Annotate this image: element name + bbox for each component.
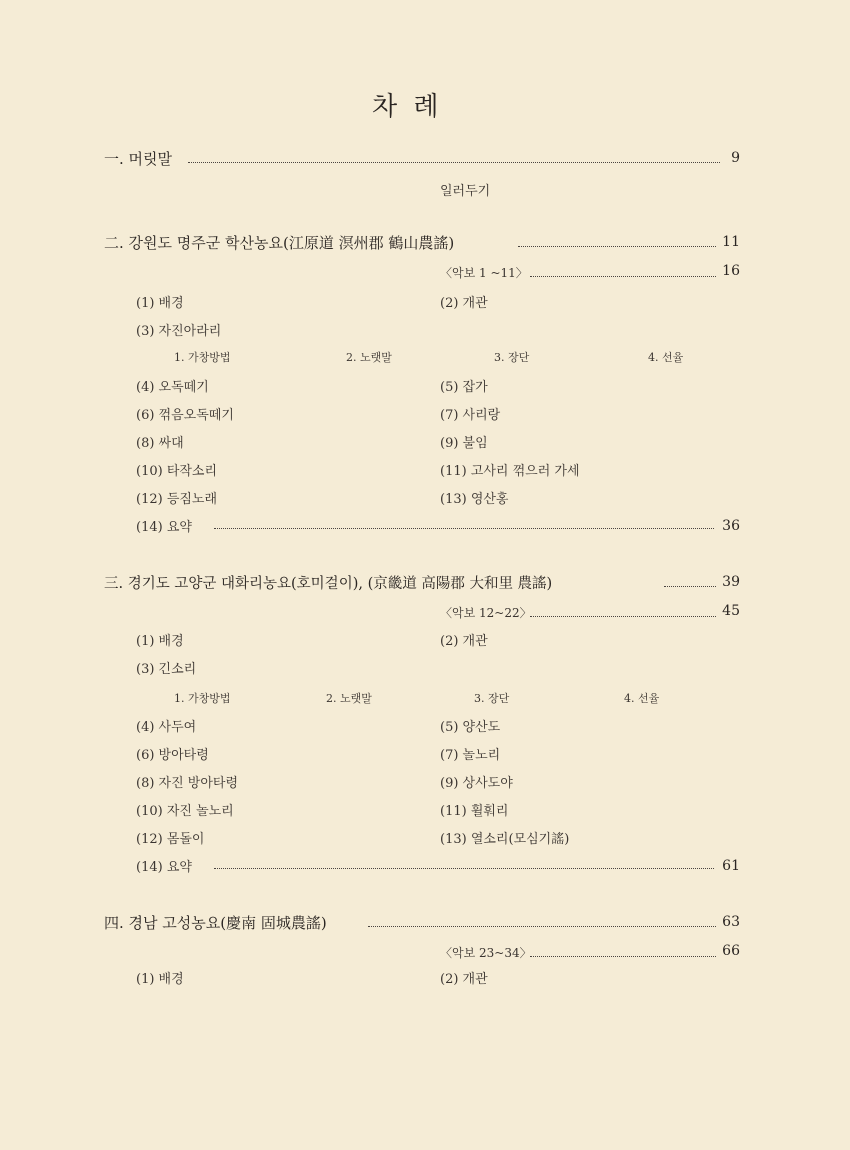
toc-item[interactable]: (14) 요약 bbox=[136, 860, 192, 875]
toc-subitem[interactable]: 3. 장단 bbox=[494, 351, 530, 364]
toc-item[interactable]: (3) 긴소리 bbox=[136, 662, 197, 677]
toc-item[interactable]: (2) 개관 bbox=[440, 296, 488, 311]
section-3-score-page: 45 bbox=[722, 603, 740, 619]
section-3-page: 39 bbox=[722, 574, 740, 590]
toc-subitem[interactable]: 4. 선율 bbox=[648, 351, 684, 364]
toc-item[interactable]: (11) 고사리 꺾으러 가세 bbox=[440, 464, 580, 479]
section-2-page: 11 bbox=[722, 234, 740, 250]
section-4-score-page: 66 bbox=[722, 943, 740, 959]
toc-subitem[interactable]: 1. 가창방법 bbox=[174, 351, 231, 364]
leader-dots bbox=[214, 528, 714, 529]
toc-subitem[interactable]: 2. 노랫말 bbox=[326, 692, 372, 705]
toc-item[interactable]: (3) 자진아라리 bbox=[136, 324, 222, 339]
section-4-heading[interactable]: 四. 경남 고성농요(慶南 固城農謠) bbox=[104, 914, 327, 932]
leader-dots bbox=[214, 868, 714, 869]
toc-item[interactable]: (9) 상사도야 bbox=[440, 776, 513, 791]
toc-item[interactable]: (7) 놀노리 bbox=[440, 748, 501, 763]
toc-item[interactable]: (8) 싸대 bbox=[136, 436, 184, 451]
toc-item[interactable]: (5) 잡가 bbox=[440, 380, 488, 395]
toc-item[interactable]: (2) 개관 bbox=[440, 634, 488, 649]
toc-subitem[interactable]: 3. 장단 bbox=[474, 692, 510, 705]
section-4-page: 63 bbox=[722, 914, 740, 930]
leader-dots bbox=[518, 246, 716, 247]
toc-item[interactable]: (8) 자진 방아타령 bbox=[136, 776, 239, 791]
leader-dots bbox=[530, 956, 716, 957]
toc-subitem[interactable]: 2. 노랫말 bbox=[346, 351, 392, 364]
toc-item[interactable]: (13) 영산홍 bbox=[440, 492, 509, 507]
toc-item[interactable]: (4) 사두여 bbox=[136, 720, 197, 735]
toc-item[interactable]: (12) 등짐노래 bbox=[136, 492, 218, 507]
section-2-score-page: 16 bbox=[722, 263, 740, 279]
section-3-heading[interactable]: 三. 경기도 고양군 대화리농요(호미걸이), (京畿道 高陽郡 大和里 農謠) bbox=[104, 576, 553, 592]
page-title: 차 례 bbox=[372, 92, 443, 122]
leader-dots bbox=[368, 926, 716, 927]
section-1-heading[interactable]: 一. 머릿말 bbox=[104, 150, 173, 168]
toc-item[interactable]: (1) 배경 bbox=[136, 634, 184, 649]
section-3-score[interactable]: 〈악보 12~22〉 bbox=[440, 606, 532, 620]
leader-dots bbox=[530, 276, 716, 277]
leader-dots bbox=[664, 586, 716, 587]
toc-item[interactable]: (2) 개관 bbox=[440, 972, 488, 987]
toc-item[interactable]: (12) 몸돌이 bbox=[136, 832, 205, 847]
toc-subitem[interactable]: 4. 선율 bbox=[624, 692, 660, 705]
section-4-score[interactable]: 〈악보 23~34〉 bbox=[440, 946, 532, 960]
toc-item[interactable]: (11) 휠훠리 bbox=[440, 804, 509, 819]
toc-item[interactable]: (1) 배경 bbox=[136, 972, 184, 987]
section-2-score[interactable]: 〈악보 1 ~11〉 bbox=[440, 266, 528, 280]
toc-item[interactable]: (6) 꺾음오독떼기 bbox=[136, 408, 234, 423]
section-2-last-page: 36 bbox=[722, 518, 740, 534]
toc-item[interactable]: (6) 방아타령 bbox=[136, 748, 209, 763]
toc-item[interactable]: (10) 자진 놀노리 bbox=[136, 804, 234, 819]
section-2-heading[interactable]: 二. 강원도 명주군 학산농요(江原道 溟州郡 鶴山農謠) bbox=[104, 234, 455, 252]
toc-item[interactable]: (10) 타작소리 bbox=[136, 464, 218, 479]
section-3-last-page: 61 bbox=[722, 858, 740, 874]
toc-item[interactable]: (13) 열소리(모심기謠) bbox=[440, 832, 570, 847]
toc-subitem[interactable]: 1. 가창방법 bbox=[174, 692, 231, 705]
toc-item[interactable]: (9) 불임 bbox=[440, 436, 488, 451]
toc-item[interactable]: (5) 양산도 bbox=[440, 720, 501, 735]
toc-item[interactable]: (1) 배경 bbox=[136, 296, 184, 311]
toc-item[interactable]: (7) 사리랑 bbox=[440, 408, 501, 423]
leader-dots bbox=[188, 162, 720, 163]
section-1-sub[interactable]: 일러두기 bbox=[440, 184, 491, 199]
section-1-page: 9 bbox=[731, 150, 740, 166]
toc-item[interactable]: (14) 요약 bbox=[136, 520, 192, 535]
toc-item[interactable]: (4) 오독떼기 bbox=[136, 380, 209, 395]
leader-dots bbox=[530, 616, 716, 617]
